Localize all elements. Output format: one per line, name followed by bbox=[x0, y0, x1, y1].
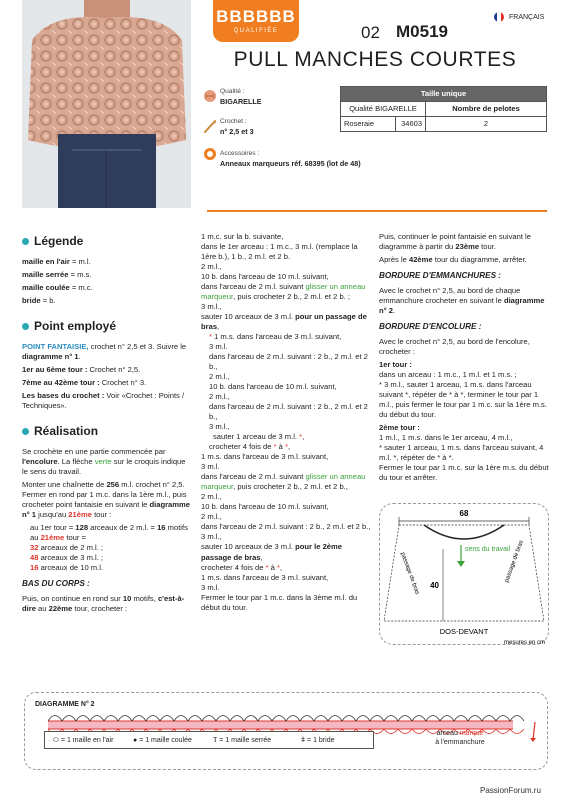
bas-du-corps-heading: BAS DU CORPS : bbox=[22, 578, 90, 588]
instruction-line: * 1 m.s. dans l'arceau de 3 m.l. suivant, bbox=[209, 332, 342, 342]
legend-chain: ⬭ = 1 maille en l'air bbox=[53, 737, 114, 744]
work-direction-arrow-icon bbox=[457, 561, 465, 567]
instruction-line: dans un arceau : 1 m.c., 1 m.l. et 1 m.s. ; bbox=[379, 369, 517, 379]
size-table-col-quality: Qualité BIGARELLE bbox=[341, 102, 426, 117]
instruction-line: 10 b. dans l'arceau de 10 m.l. suivant, bbox=[209, 382, 337, 392]
instruction-line: 1 m.s. dans l'arceau de 3 m.l. suivant, bbox=[201, 572, 329, 582]
height-dimension: 40 bbox=[430, 581, 439, 590]
instruction-line: dans l'arceau de 2 m.l. suivant : 2 b., 2 m.l. et 2 b., bbox=[209, 352, 368, 372]
neckline-text: Avec le crochet n° 2,5, au bord de l'encolure, crocheter : bbox=[379, 336, 530, 356]
instruction-line: 1 m.c. sur la b. suivante, bbox=[201, 232, 284, 241]
instruction-line: 1 m.s. dans l'arceau de 3 m.l. suivant, bbox=[201, 452, 329, 462]
instruction-line: 2 m.l., bbox=[201, 262, 222, 272]
schematic-diagram bbox=[379, 503, 549, 648]
ball-count: 2 bbox=[426, 117, 547, 132]
instruction-line: Fermer le tour par 1 m.c. dans la 3ème m.l. du début du tour. bbox=[201, 592, 358, 612]
bas-du-corps-text: Puis, on continue en rond sur 10 motifs, c'est-à-dire au 22ème tour, crocheter : bbox=[22, 593, 185, 613]
legend-single: Ⲧ = 1 maille serrée bbox=[213, 737, 272, 744]
stitch-line: 1er au 6ème tour : Crochet n° 2,5. bbox=[22, 364, 141, 374]
armhole-right-label: passage de bras bbox=[504, 539, 525, 584]
stitch-heading: Point employé bbox=[22, 319, 192, 335]
stitch-line: Les bases du crochet : Voir «Crochet : Points / Techniques». bbox=[22, 390, 185, 410]
crochet-hook-icon bbox=[203, 119, 217, 133]
pattern-number: 02 bbox=[361, 23, 380, 42]
size-table-header: Taille unique bbox=[341, 87, 547, 102]
marker-arrow-icon bbox=[530, 738, 536, 742]
instruction-line: sauter 10 arceaux de 3 m.l. pour le 2ème passage de bras, bbox=[201, 542, 342, 562]
instruction-line: 3 m.l., bbox=[201, 532, 222, 542]
size-table-col-balls: Nombre de pelotes bbox=[426, 102, 547, 117]
brand-subtitle: QUALIFIÉE bbox=[233, 28, 279, 34]
bullet-icon bbox=[22, 323, 29, 330]
legend-heading: Légende bbox=[22, 234, 192, 250]
instruction-line: 2 m.l., bbox=[201, 512, 222, 522]
instruction-line: dans l'arceau de 2 m.l. suivant glisser un anneau marqueur, puis crocheter 2 b., 2 m.l. et 2 b. ; bbox=[201, 282, 366, 302]
quality-value: BIGARELLE bbox=[220, 97, 262, 106]
instruction-line: Fermer le tour par 1 m.c. sur la 1ère m.s. du début du tour et arrêter. bbox=[379, 462, 549, 482]
brand-tab bbox=[213, 0, 299, 42]
instruction-line: 1 m.l., 1 m.s. dans le 1er arceau, 4 m.l., bbox=[379, 432, 513, 442]
legend-double: ǂ = 1 bride bbox=[301, 737, 335, 744]
size-table bbox=[340, 86, 547, 132]
instruction-line: 2 m.l., bbox=[209, 372, 230, 382]
instruction-line: dans l'arceau de 2 m.l. suivant : 2 b., 2 m.l. et 2 b., bbox=[201, 522, 371, 532]
legend-item: maille en l'air = m.l. bbox=[22, 256, 91, 266]
column-middle bbox=[201, 232, 371, 613]
bullet-icon bbox=[22, 238, 29, 245]
accessories-value: Anneaux marqueurs réf. 68395 (lot de 48) bbox=[220, 159, 361, 168]
instruction-line: 3 m.l. bbox=[201, 582, 220, 592]
brand-logo: BBBBBB bbox=[216, 7, 296, 26]
instruction-line: 3 m.l. bbox=[209, 342, 228, 352]
instruction-text: Puis, continuer le point fantaisie en suivant le diagramme à partir du 23ème tour. bbox=[379, 232, 531, 252]
stitch-description: POINT FANTAISIE, crochet n° 2,5 et 3. Suivre le diagramme n° 1. bbox=[22, 341, 187, 361]
stitch-marker-icon bbox=[203, 147, 217, 161]
neckline-heading: BORDURE D'ENCOLURE : bbox=[379, 321, 482, 331]
width-dimension: 68 bbox=[459, 509, 469, 518]
diagram-legend bbox=[44, 731, 374, 749]
instruction-line: * 3 m.l., sauter 1 arceau, 1 m.s. dans l'arceau suivant *, répéter de * à *, terminer le tour par 1 m.l., puis fermer le tour par 1 m.c. sur la 1ère m.s. du début du tour. bbox=[379, 379, 547, 419]
instruction-line: 2 m.l., bbox=[209, 392, 230, 402]
realisation-heading: Réalisation bbox=[22, 424, 192, 440]
legend-item: maille serrée = m.s. bbox=[22, 269, 92, 279]
round-title: 2ème tour : bbox=[379, 422, 420, 432]
hook-label: Crochet : bbox=[220, 118, 247, 125]
instruction-line: 2 m.l., bbox=[201, 492, 222, 502]
watermark-text: PassionForum.ru bbox=[480, 786, 541, 795]
instruction-line: sauter 10 arceaux de 3 m.l. pour un passage de bras, bbox=[201, 312, 367, 332]
instruction-line: dans l'arceau de 2 m.l. suivant glisser un anneau marqueur, puis crocheter 2 b., 2 m.l. et 2 b., bbox=[201, 472, 366, 492]
instruction-text: Après le 42ème tour du diagramme, arrêter. bbox=[379, 255, 527, 265]
french-flag-icon bbox=[494, 12, 504, 22]
page-title: PULL MANCHES COURTES bbox=[233, 48, 517, 71]
instruction-line: dans l'arceau de 2 m.l. suivant : 2 b., 2 m.l. et 2 b., bbox=[209, 402, 368, 422]
round-title: 1er tour : bbox=[379, 359, 412, 369]
column-right bbox=[379, 232, 549, 483]
color-ref: 34603 bbox=[396, 117, 426, 132]
instruction-line: dans le 1er arceau : 1 m.c., 3 m.l. (remplace la 1ère b.), 1 b., 2 m.l. et 2 b. bbox=[201, 242, 358, 262]
hook-value: n° 2,5 et 3 bbox=[220, 127, 254, 136]
armhole-left-label: passage de bras bbox=[399, 551, 420, 596]
instruction-line: crocheter 4 fois de * à *, bbox=[201, 562, 283, 572]
armhole-text: Avec le crochet n° 2,5, au bord de chaque emmanchure crocheter en suivant le diagramme n° 2. bbox=[379, 285, 545, 315]
color-name: Roseraie bbox=[341, 117, 396, 132]
instruction-line: 10 b. dans l'arceau de 10 m.l. suivant, bbox=[201, 502, 329, 512]
legend-item: bride = b. bbox=[22, 295, 56, 305]
language-label: FRANÇAIS bbox=[509, 14, 545, 21]
divider bbox=[207, 210, 547, 212]
round-counts: au 1er tour = 128 arceaux de 2 m.l. = 16 motifs au 21ème tour = 32 arceaux de 2 m.l. ; 48 arceaux de 3 m.l. ; 16 arceaux de 10 m.l. bbox=[30, 522, 188, 572]
armhole-heading: BORDURE D'EMMANCHURES : bbox=[379, 271, 502, 281]
instruction-line: 3 m.l. bbox=[201, 462, 220, 472]
yarn-ball-icon bbox=[203, 89, 217, 103]
bullet-icon bbox=[22, 428, 29, 435]
legend-item: maille coulée = m.c. bbox=[22, 282, 93, 292]
instruction-line: sauter 1 arceau de 3 m.l. *, bbox=[213, 432, 305, 442]
legend-slip: ● = 1 maille coulée bbox=[133, 737, 192, 744]
instruction-line: 3 m.l., bbox=[201, 302, 222, 312]
product-photo bbox=[22, 0, 191, 208]
instruction-line: crocheter 4 fois de * à *, bbox=[209, 442, 291, 452]
unit-note: mesures en cm bbox=[503, 640, 545, 646]
instruction-line: * sauter 1 arceau, 1 m.s. dans l'arceau suivant, 4 m.l. *, répéter de * à *. bbox=[379, 442, 544, 462]
realisation-text: Se crochète en une partie commencée par l'encolure. La flèche verte sur le croquis indique le sens du travail. bbox=[22, 446, 186, 476]
column-left bbox=[22, 230, 192, 617]
instruction-line: 10 b. dans l'arceau de 10 m.l. suivant, bbox=[201, 272, 329, 282]
work-direction-label: sens du travail bbox=[465, 546, 511, 553]
piece-label: DOS-DEVANT bbox=[439, 627, 489, 636]
marker-note: arceau marqué à l'emmanchure bbox=[435, 730, 485, 746]
quality-label: Qualité : bbox=[220, 88, 245, 95]
diagram-title: DIAGRAMME N° 2 bbox=[35, 701, 95, 708]
realisation-text: Monter une chaînette de 256 m.l. crochet n° 2,5. Fermer en rond par 1 m.c. dans la 1ère m.l., puis crocheter point fantaisie en suivant le diagramme n° 1 jusqu'au 21ème tour : bbox=[22, 479, 191, 519]
stitch-line: 7ème au 42ème tour : Crochet n° 3. bbox=[22, 377, 147, 387]
pattern-code: M0519 bbox=[396, 22, 448, 41]
instruction-line: 3 m.l., bbox=[209, 422, 230, 432]
accessories-label: Accessoires : bbox=[220, 150, 260, 157]
